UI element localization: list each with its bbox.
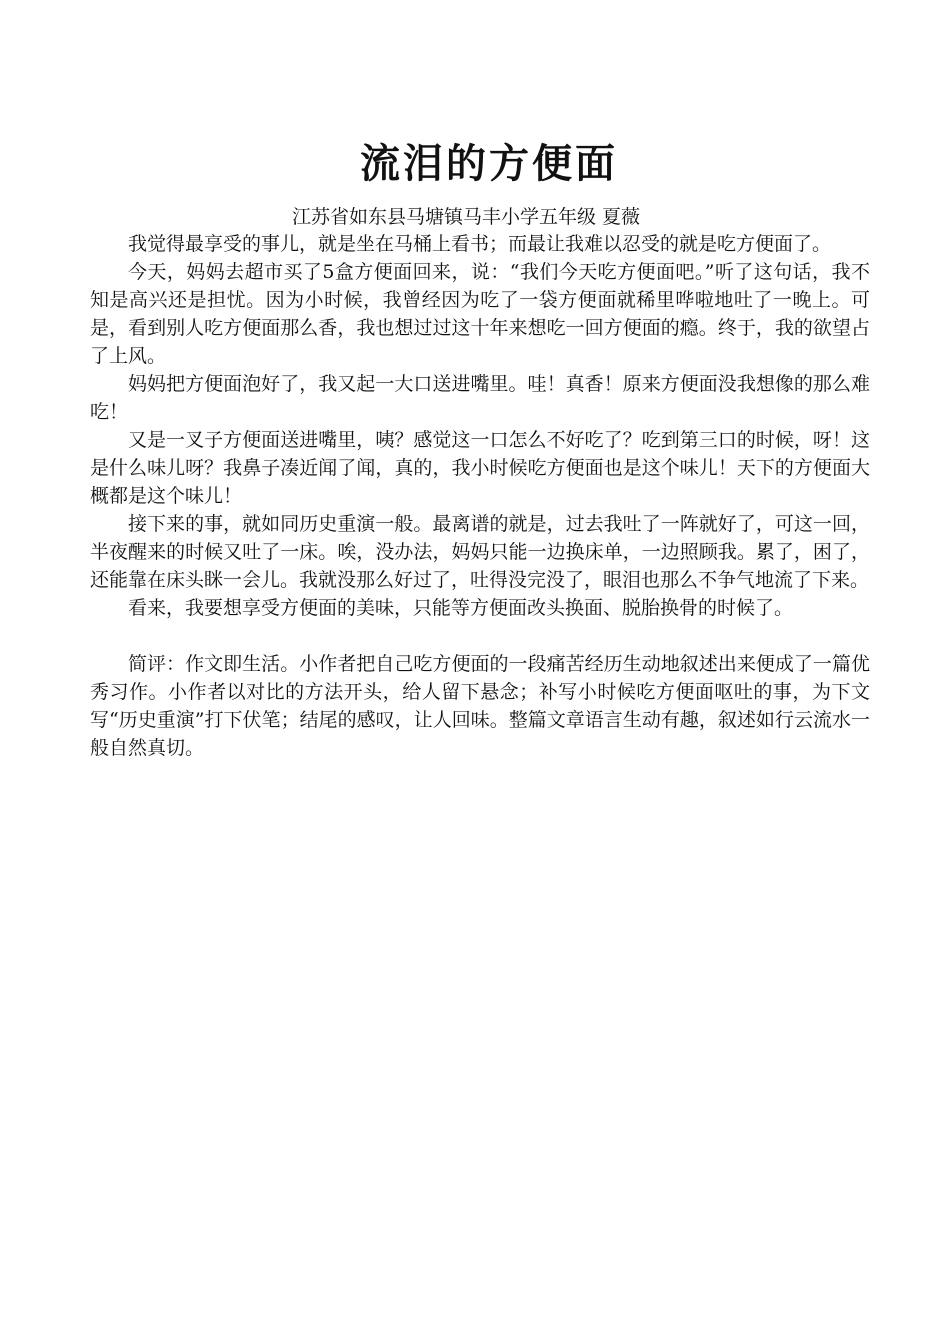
paragraph: 我觉得最享受的事儿，就是坐在马桶上看书；而最让我难以忍受的就是吃方便面了。 [128,233,832,255]
paragraph: 看来，我要想享受方便面的美味，只能等方便面改头换面、脱胎换骨的时候了。 [128,597,794,619]
document-title: 流泪的方便面 [360,141,618,187]
essay-body [90,230,870,762]
paragraph: 妈妈把方便面泡好了，我又起一大口送进嘴里。哇！真香！原来方便面没我想像的那么难吃！ [90,373,870,423]
teacher-comment: 简评：作文即生活。小作者把自己吃方便面的一段痛苦经历生动地叙述出来便成了一篇优秀习作。小作者以对比的方法开头，给人留下悬念；补写小时候吃方便面呕吐的事，为下文写“历史重演”打下伏笔；结尾的感叹，让人回味。整篇文章语言生动有趣，叙述如行云流水一般自然真切。 [90,653,870,759]
paragraph: 今天，妈妈去超市买了5盒方便面回来，说：“我们今天吃方便面吧。”听了这句话，我不知是高兴还是担忧。因为小时候，我曾经因为吃了一袋方便面就稀里哗啦地吐了一晚上。可是，看到别人吃方便面那么香，我也想过过这十年来想吃一回方便面的瘾。终于，我的欲望占了上风。 [90,261,870,367]
paragraph: 接下来的事，就如同历史重演一般。最离谱的就是，过去我吐了一阵就好了，可这一回，半夜醒来的时候又吐了一床。唉，没办法，妈妈只能一边换床单，一边照顾我。累了，困了，还能靠在床头眯一会儿。我就没那么好过了，吐得没完没了，眼泪也那么不争气地流了下来。 [90,513,870,591]
author-byline: 江苏省如东县马塘镇马丰小学五年级 夏薇 [292,206,641,228]
paragraph: 又是一叉子方便面送进嘴里，咦？感觉这一口怎么不好吃了？吃到第三口的时候，呀！这是什么味儿呀？我鼻子凑近闻了闻，真的，我小时候吃方便面也是这个味儿！天下的方便面大概都是这个味儿！ [90,429,870,507]
